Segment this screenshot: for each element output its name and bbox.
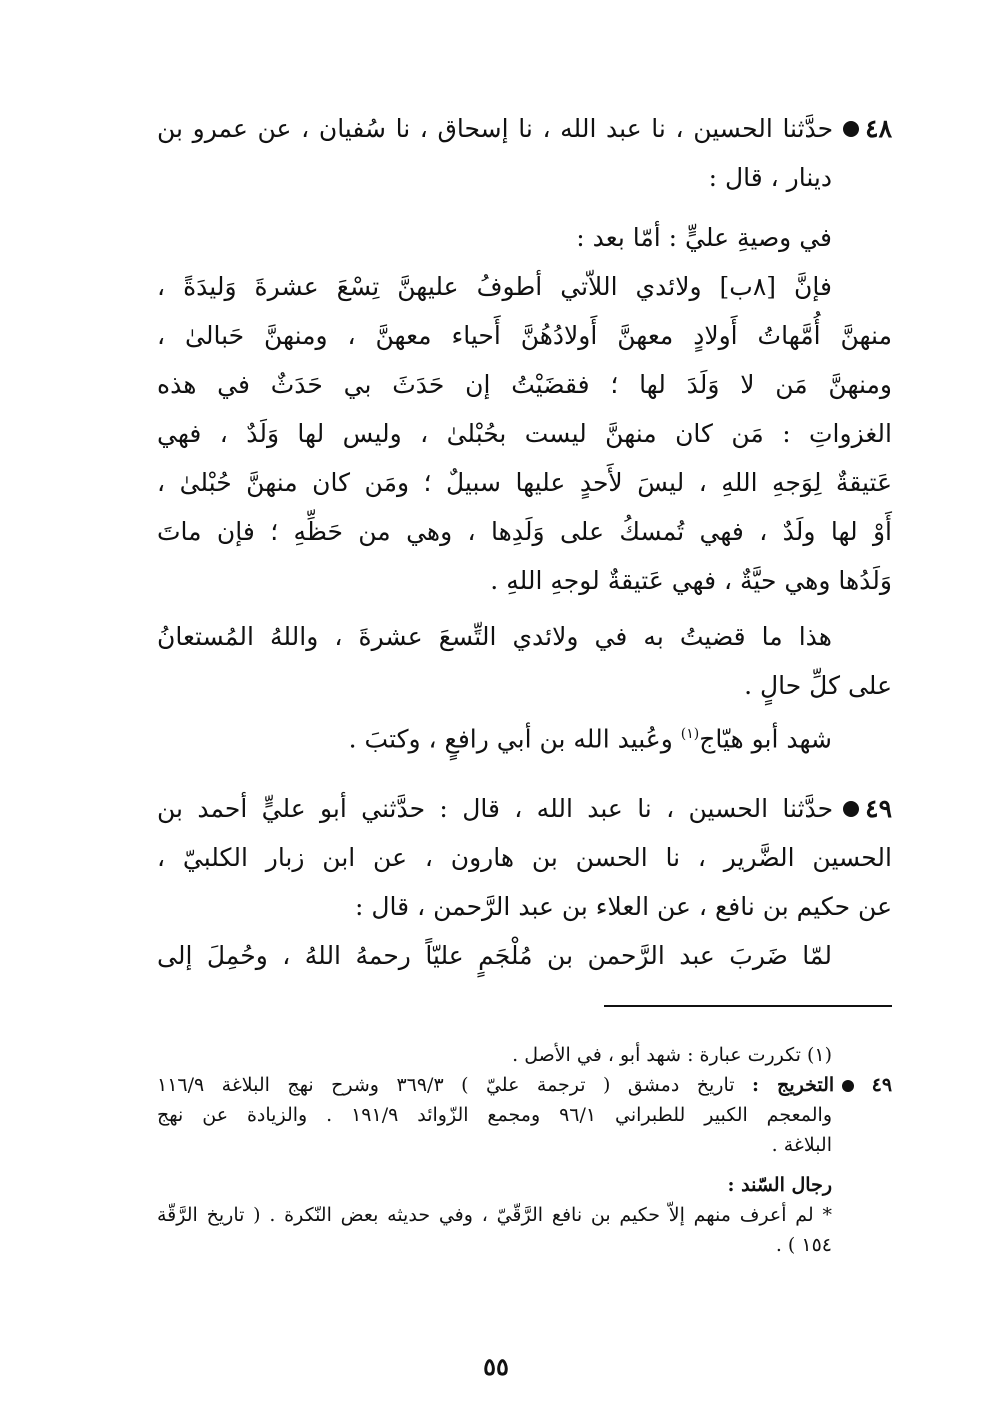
wasiyya-line: ومنهنَّ مَن لا وَلَدَ لها ؛ فقضَيْتُ إن حَدَثَ بي حَدَثٌ في هذه xyxy=(157,370,892,399)
wasiyya-line: وَلَدُها وهي حيَّةٌ ، فهي عَتيقةٌ لوجهِ اللهِ . xyxy=(490,566,892,595)
hadith-49-line: لمّا ضَربَ عبد الرَّحمن بن مُلْجَمٍ عليّاً رحمهُ اللهُ ، وحُمِلَ إلى xyxy=(157,941,832,970)
rijal-heading: رجال السّند : xyxy=(727,1174,832,1196)
hadith-49-line: الحسين الضَّرير ، نا الحسن بن هارون ، عن ابن زبار الكلبيّ ، xyxy=(157,843,892,872)
witness-line xyxy=(157,710,892,759)
takhrij-line-1 xyxy=(157,1070,892,1100)
hadith-49-line-1 xyxy=(157,784,892,833)
wasiyya-line: عَتيقةٌ لِوَجهِ اللهِ ، ليسَ لأَحدٍ عليها سبيلٌ ؛ ومَن كان منهنَّ حُبْلىٰ ، xyxy=(157,468,892,497)
rijal-line: ١٥٤ ) . xyxy=(775,1234,832,1256)
witness-text-continued: وعُبيد الله بن أبي رافعٍ ، وكتبَ . xyxy=(348,724,681,754)
witness-text: شهد أبو هيّاج xyxy=(699,724,832,754)
hadith-number: ٤٨ xyxy=(865,114,892,143)
footnotes xyxy=(157,1040,892,1260)
hadith-48 xyxy=(157,104,892,202)
closing-line: هذا ما قضيتُ به في ولائدي التِّسعَ عشرةَ ، واللهُ المُستعانُ xyxy=(157,622,832,651)
rijal-line: * لم أعرف منهم إلاّ حكيم بن نافع الرَّقّيّ ، وفي حديثه بعض النّكرة . ( تاريخ الرَّقّة xyxy=(157,1204,832,1226)
takhrij-number: ٤٩ xyxy=(871,1074,893,1096)
takhrij-line: والمعجم الكبير للطبراني ٩٦/١ ومجمع الزّوائد ١٩١/٩ . والزيادة عن نهج xyxy=(157,1104,832,1126)
wasiyya-closing xyxy=(157,612,892,759)
page-number: ٥٥ xyxy=(483,1352,509,1381)
bullet-icon xyxy=(843,121,859,137)
wasiyya-section xyxy=(157,213,892,605)
hadith-49 xyxy=(157,784,892,980)
hadith-48-line-1 xyxy=(157,104,892,153)
wasiyya-line: منهنَّ أُمَّهاتُ أَولادٍ معهنَّ أَولادُهُنَّ أَحياء معهنَّ ، ومنهنَّ حَبالىٰ ، xyxy=(157,321,892,350)
footnote-1: (١) تكررت عبارة : شهد أبو ، في الأصل . xyxy=(512,1044,832,1066)
hadith-49-line: عن حكيم بن نافع ، عن العلاء بن عبد الرَّحمن ، قال : xyxy=(355,892,892,921)
hadith-text: حدَّثنا الحسين ، نا عبد الله ، نا إسحاق ، نا سُفيان ، عن عمرو بن xyxy=(157,114,834,143)
takhrij-text: تاريخ دمشق ( ترجمة عليّ ) ٣٦٩/٣ وشرح نهج البلاغة ١١٦/٩ xyxy=(157,1074,735,1096)
takhrij-line: البلاغة . xyxy=(771,1134,832,1156)
bullet-icon xyxy=(842,1080,854,1092)
takhrij-label: التخريج : xyxy=(752,1074,835,1096)
closing-line: على كلِّ حالٍ . xyxy=(744,671,892,700)
hadith-48-line-2: دينار ، قال : xyxy=(708,163,832,192)
wasiyya-line: الغزواتِ : مَن كان منهنَّ ليست بحُبْلىٰ ، وليس لها وَلَدٌ ، فهي xyxy=(157,419,892,448)
bullet-icon xyxy=(843,801,859,817)
wasiyya-line: أَوْ لها ولَدٌ ، فهي تُمسكُ على وَلَدِها ، وهي من حَظِّهِ ؛ فإن ماتَ xyxy=(157,517,892,546)
hadith-number: ٤٩ xyxy=(865,794,892,823)
footnote-divider xyxy=(604,1005,892,1007)
wasiyya-line: فإنَّ [٨ب] ولائدي اللاّتي أطوفُ عليهنَّ تِسْعَ عشرةَ وَليدَةً ، xyxy=(157,272,832,301)
footnote-marker: (١) xyxy=(680,726,700,742)
wasiyya-opening: في وصيةِ عليٍّ : أمّا بعد : xyxy=(576,223,832,252)
hadith-text: حدَّثنا الحسين ، نا عبد الله ، قال : حدَّثني أبو عليٍّ أحمد بن xyxy=(157,794,834,823)
